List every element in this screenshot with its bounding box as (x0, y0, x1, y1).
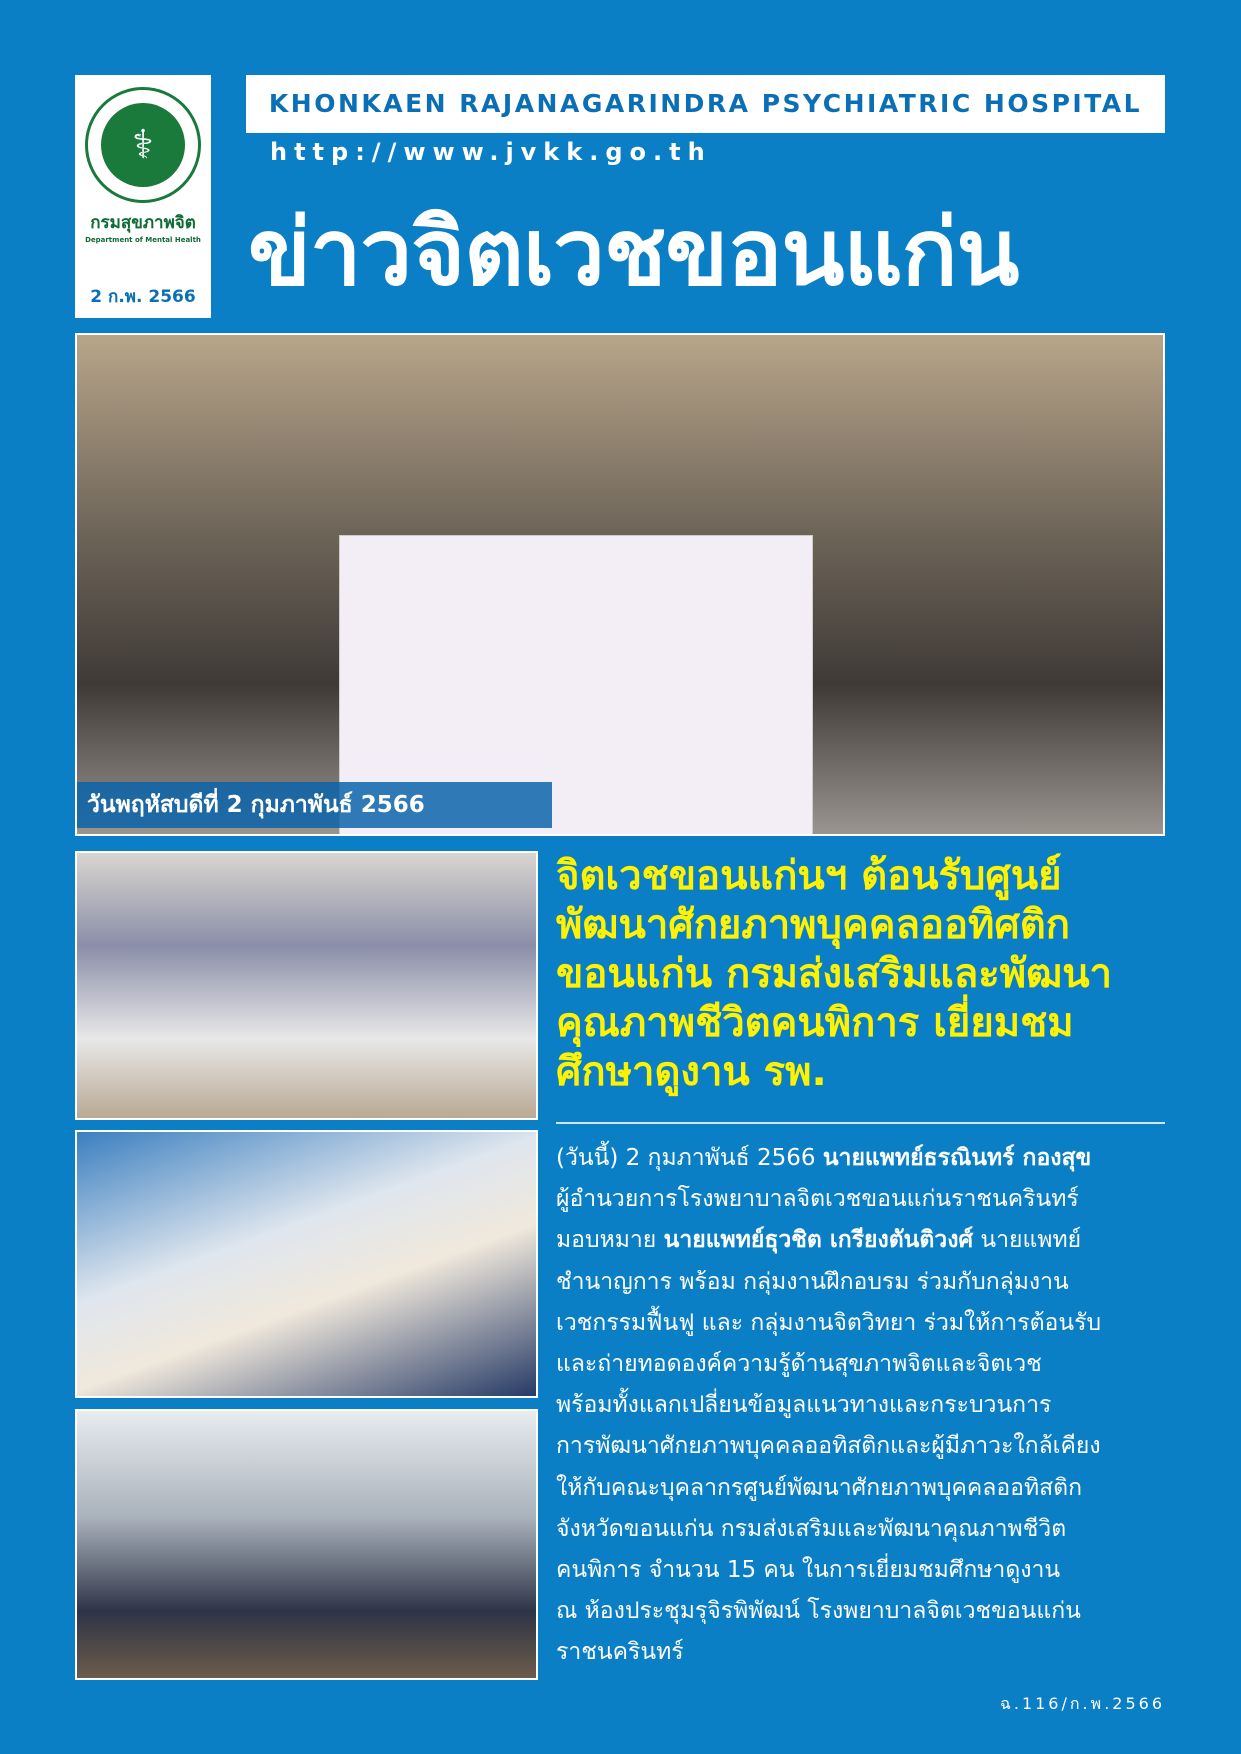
body-text: (วันนี้) 2 กุมภาพันธ์ 2566 (556, 1145, 823, 1171)
body-line: ชำนาญการ พร้อม กลุ่มงานฝึกอบรม ร่วมกับกลุ่มงาน (556, 1268, 1069, 1295)
headline-line: ศึกษาดูงาน รพ. (556, 1049, 827, 1095)
photo-caption: วันพฤหัสบดีที่ 2 กุมภาพันธ์ 2566 (77, 782, 552, 828)
dept-name-th: กรมสุขภาพจิต (90, 213, 196, 233)
director-name: นายแพทย์ธรณินทร์ กองสุข (822, 1145, 1092, 1171)
hospital-name-bar: KHONKAEN RAJANAGARINDRA PSYCHIATRIC HOSPITAL (246, 75, 1165, 133)
body-line: พร้อมทั้งแลกเปลี่ยนข้อมูลแนวทางและกระบวนการ (556, 1392, 1052, 1419)
body-line: จังหวัดขอนแก่น กรมส่งเสริมและพัฒนาคุณภาพชีวิต (556, 1515, 1067, 1542)
body-text: นายแพทย์ (973, 1227, 1082, 1254)
body-line: การพัฒนาศักยภาพบุคคลออทิสติกและผู้มีภาวะใกล้เคียง (556, 1433, 1101, 1460)
ministry-seal-icon: ⚕ (85, 87, 201, 203)
body-line: เวชกรรมฟื้นฟู และ กลุ่มงานจิตวิทยา ร่วมให้การต้อนรับ (556, 1309, 1102, 1336)
body-line: ให้กับคณะบุคลากรศูนย์พัฒนาศักยภาพบุคคลออทิสติก (556, 1474, 1083, 1501)
site-visit-photo (75, 1409, 538, 1680)
doctor-name: นายแพทย์ธุวชิต เกรียงตันติวงศ์ (663, 1227, 974, 1254)
website-url[interactable]: http://www.jvkk.go.th (270, 138, 712, 166)
newsletter-title: ข่าวจิตเวชขอนแก่น (248, 199, 1019, 306)
meeting-room-photo (75, 851, 538, 1120)
headline-line: พัฒนาศักยภาพบุคคลออทิศติก (556, 902, 1070, 948)
main-group-photo (75, 333, 1165, 836)
news-body (556, 1138, 1168, 1674)
discussion-photo (75, 1130, 538, 1398)
body-line: ณ ห้องประชุมรุจิรพิพัฒน์ โรงพยาบาลจิตเวชขอนแก่น (556, 1598, 1081, 1625)
body-line (556, 1138, 1168, 1179)
reference-number: ฉ.116/ก.พ.2566 (999, 1694, 1165, 1713)
body-text: มอบหมาย (556, 1227, 664, 1254)
issue-date: 2 ก.พ. 2566 (90, 287, 196, 307)
headline-line: ขอนแก่น กรมส่งเสริมและพัฒนา (556, 951, 1113, 997)
headline-line: คุณภาพชีวิตคนพิการ เยี่ยมชม (556, 1000, 1074, 1046)
news-headline (556, 852, 1168, 1097)
dept-name-en: Department of Mental Health (85, 236, 201, 244)
ministry-logo-box (75, 75, 211, 318)
body-line: และถ่ายทอดองค์ความรู้ด้านสุขภาพจิตและจิตเวช (556, 1351, 1042, 1378)
body-line: ผู้อำนวยการโรงพยาบาลจิตเวชขอนแก่นราชนครินทร์ (556, 1186, 1079, 1213)
divider (556, 1122, 1165, 1124)
body-line: คนพิการ จำนวน 15 คน ในการเยี่ยมชมศึกษาดูงาน (556, 1557, 1061, 1584)
headline-line: จิตเวชขอนแก่นฯ ต้อนรับศูนย์ (556, 853, 1062, 899)
body-line (556, 1220, 1168, 1261)
body-line: ราชนครินทร์ (556, 1639, 684, 1666)
